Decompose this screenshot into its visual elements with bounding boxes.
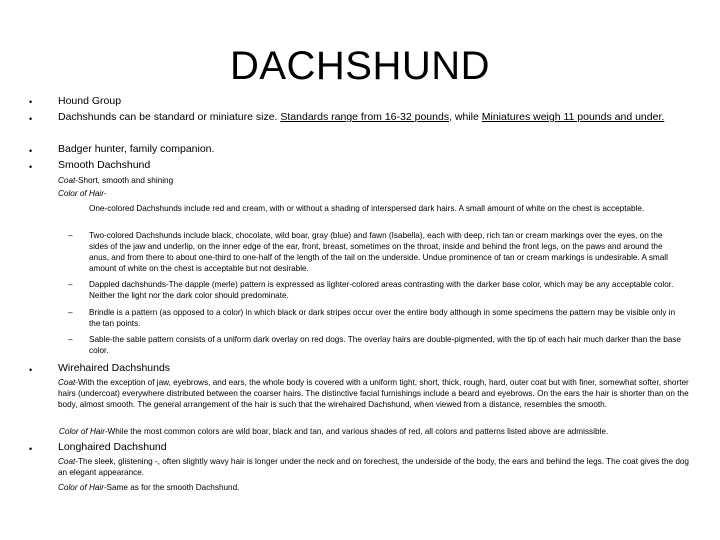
long-color bbox=[58, 482, 698, 493]
wire-color-label: Color of Hair- bbox=[59, 427, 108, 436]
wire-coat bbox=[58, 377, 698, 410]
dash-marker: – bbox=[68, 280, 73, 289]
wire-coat-text: With the exception of jaw, eyebrows, and ears, the whole body is covered with a uniform tight, short, thick, rough, hard, outer coat but with finer, somewhat softer, shorter hairs (undercoat) everywhere distributed between the coarser hairs. The distinctive facial furnishings include a beard and eyebrows. On the ears the hair is shorter than on the body, almost smooth. The general arrangement of the hair is such that the wirehaired Dachshund, when viewed from a distance, resembles the smooth. bbox=[58, 378, 689, 409]
one-colored-text: One-colored Dachshunds include red and cream, with or without a shading of interspersed dark hairs. A small amount of white on the chest is acceptable. bbox=[89, 204, 645, 213]
two-colored-text: Two-colored Dachshunds include black, chocolate, wild boar, gray (blue) and fawn (Isabella), each with deep, rich tan or cream markings over the eyes, on the sides of the jaw and underlip, on the inner edge of the ear, front, breast, sometimes on the throat, inside and behind the front legs, on the paws and around the anus, and from there to about one-third to one-half of the length of the tail on the underside. Undue prominence of tan or cream markings is undesirable. A small amount of white on the chest is acceptable but not desirable. bbox=[89, 231, 668, 273]
dash-marker: – bbox=[68, 231, 73, 240]
size-intro: Dachshunds can be standard or miniature size. bbox=[58, 111, 281, 123]
bullet-marker: • bbox=[29, 365, 33, 375]
item-longhaired: Longhaired Dachshund bbox=[58, 441, 167, 453]
item-badger: Badger hunter, family companion. bbox=[58, 143, 215, 155]
smooth-coat-text: Short, smooth and shining bbox=[78, 176, 174, 185]
wire-color-text: While the most common colors are wild boar, black and tan, and various shades of red, all colors and patterns listed above are admissible. bbox=[107, 427, 609, 436]
long-color-label: Color of Hair- bbox=[58, 483, 107, 492]
wire-color bbox=[59, 426, 699, 437]
item-size bbox=[58, 111, 698, 124]
item-smooth: Smooth Dachshund bbox=[58, 159, 151, 171]
bullet-marker: • bbox=[29, 162, 33, 172]
size-miniature-link[interactable]: Miniatures weigh 11 pounds and under. bbox=[481, 111, 665, 123]
bullet-marker: • bbox=[29, 146, 33, 156]
size-separator: , while bbox=[449, 111, 482, 123]
dash-marker: – bbox=[68, 308, 73, 317]
smooth-color-label: Color of Hair- bbox=[58, 189, 107, 198]
page-title: DACHSHUND bbox=[229, 44, 491, 88]
long-coat-label: Coat- bbox=[58, 457, 79, 466]
wire-coat-label: Coat- bbox=[58, 378, 79, 387]
bullet-marker: • bbox=[29, 444, 33, 454]
item-wirehaired: Wirehaired Dachshunds bbox=[58, 362, 171, 374]
sable-text: Sable-the sable pattern consists of a uniform dark overlay on red dogs. The overlay hairs are double-pigmented, with the tip of each hair much darker than the base color. bbox=[89, 335, 681, 355]
long-color-text: Same as for the smooth Dachshund. bbox=[106, 483, 240, 492]
smooth-coat bbox=[58, 175, 698, 186]
bullet-marker: • bbox=[29, 97, 33, 107]
size-standard-link[interactable]: Standards range from 16-32 pounds bbox=[280, 111, 450, 123]
dappled-text: Dappled dachshunds-The dapple (merle) pattern is expressed as lighter-colored areas contrasting with the darker base color, which may be any acceptable color. Neither the light nor the dark color should predominate. bbox=[89, 280, 674, 300]
long-coat-text: The sleek, glistening -, often slightly wavy hair is longer under the neck and on forechest, the underside of the body, the ears and behind the legs. The coat gives the dog an elegant appearance. bbox=[58, 457, 689, 477]
dash-marker: – bbox=[68, 335, 73, 344]
smooth-coat-label: Coat- bbox=[58, 176, 79, 185]
brindle-text: Brindle is a pattern (as opposed to a color) in which black or dark stripes occur over the entire body although in some specimens the pattern may be visible only in the tan points. bbox=[89, 308, 676, 328]
long-coat bbox=[58, 456, 698, 478]
bullet-marker: • bbox=[29, 114, 33, 124]
item-hound-group: Hound Group bbox=[58, 95, 122, 107]
